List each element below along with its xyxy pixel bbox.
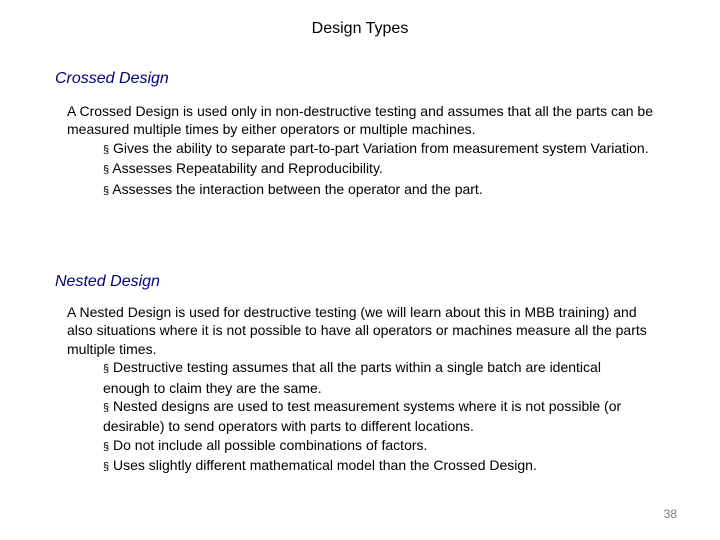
nested-design-heading: Nested Design: [55, 273, 160, 290]
crossed-design-intro: A Crossed Design is used only in non-destructive testing and assumes that all the parts can be measured multiple times by either operators or multiple machines.: [67, 103, 653, 138]
nested-design-bullets: [67, 358, 647, 476]
bullet-icon: §: [103, 164, 110, 177]
bullet-icon: §: [103, 402, 110, 415]
bullet-text: Assesses the interaction between the operator and the part.: [112, 180, 483, 197]
bullet-icon: §: [103, 143, 110, 156]
bullet-icon: §: [103, 440, 110, 453]
bullet-icon: §: [103, 184, 110, 197]
bullet-text: Uses slightly different mathematical model than the Crossed Design.: [113, 457, 537, 474]
nested-design-intro: A Nested Design is used for destructive testing (we will learn about this in MBB training) and also situations where it is not possible to have all operators or machines measure all the parts multiple times.: [67, 304, 647, 357]
bullet-text: Do not include all possible combinations of factors.: [113, 436, 428, 453]
bullet-text: Gives the ability to separate part-to-part Variation from measurement system Variation.: [113, 139, 649, 156]
crossed-design-heading: Crossed Design: [55, 70, 169, 87]
list-item: [103, 139, 667, 159]
list-item: [103, 180, 667, 200]
slide-title: Design Types: [311, 20, 409, 37]
crossed-design-bullets: [67, 139, 667, 200]
nested-design-body: [67, 303, 647, 477]
bullet-text: Destructive testing assumes that all the parts within a single batch are identical enough to claim they are the same.: [103, 359, 601, 396]
bullet-text: Assesses Repeatability and Reproducibility.: [112, 160, 383, 177]
list-item: [103, 456, 647, 476]
bullet-icon: §: [103, 363, 110, 376]
page-number: 38: [663, 507, 677, 521]
list-item: [103, 397, 647, 436]
crossed-design-body: [67, 102, 667, 200]
list-item: [103, 358, 647, 397]
list-item: [103, 159, 667, 179]
list-item: [103, 436, 647, 456]
bullet-text: Nested designs are used to test measurement systems where it is not possible (or desirable) to send operators with parts to different locations.: [103, 398, 622, 435]
bullet-icon: §: [103, 461, 110, 474]
